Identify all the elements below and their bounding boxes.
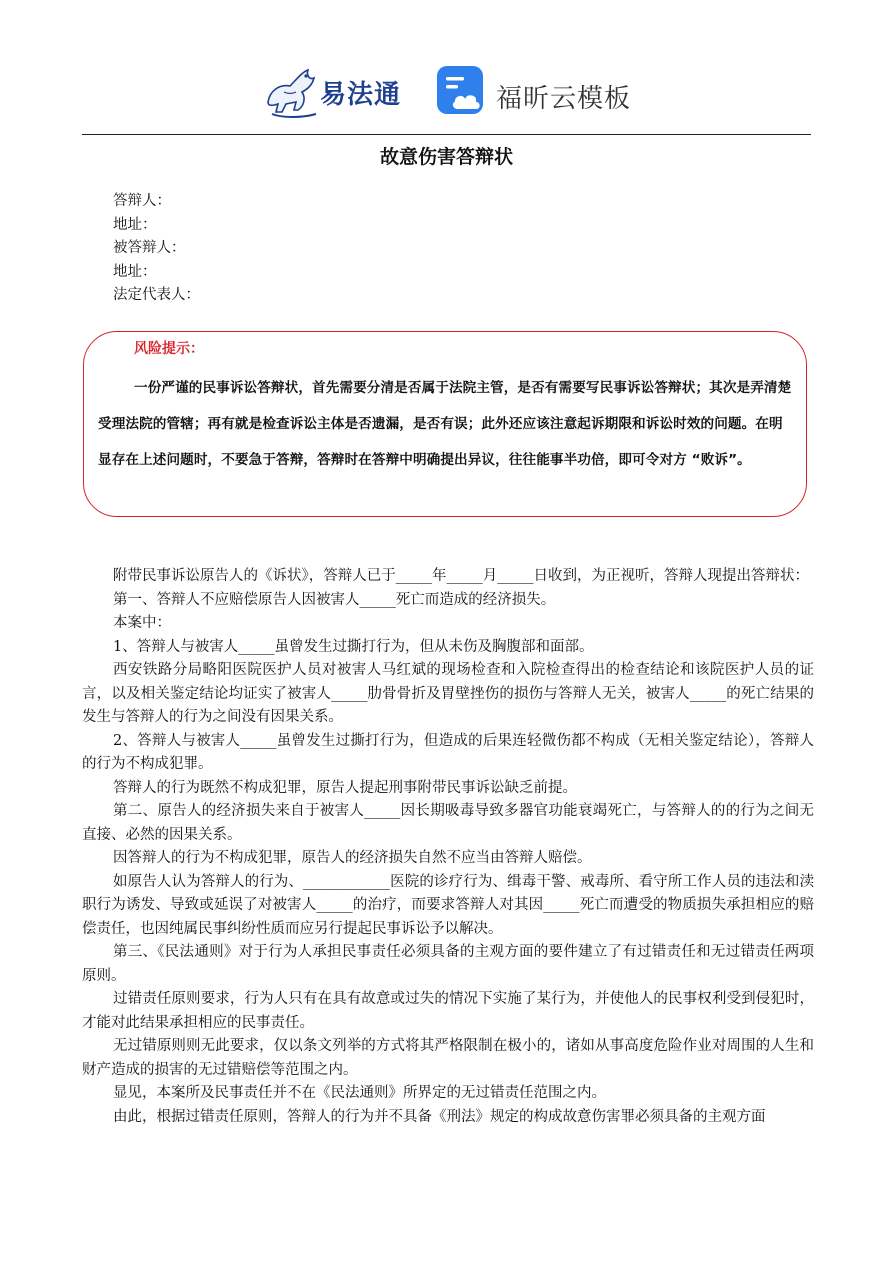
- body-paragraph: 答辩人的行为既然不构成犯罪，原告人提起刑事附带民事诉讼缺乏前提。: [113, 779, 577, 796]
- body-paragraph: 1、答辩人与被害人_____虽曾发生过撕打行为，但从未伤及胸腹部和面部。: [113, 638, 594, 655]
- risk-notice-text: 一份严谨的民事诉讼答辩状，首先需要分清是否属于法院主管，是否有需要写民事诉讼答辩状；其次是弄清楚受理法院的管辖；再有就是检查诉讼主体是否遗漏，是否有误；此外还应该注意起诉期限和诉讼时效的问题。在明显存在上述问题时，不要急于答辩，答辩时在答辩中明确提出异议，往往能事半功倍，即可令对方 “败诉”。: [98, 380, 792, 468]
- risk-notice-box: [83, 331, 807, 517]
- respondent-label: 答辩人：: [113, 193, 171, 209]
- body-paragraph: 第二、原告人的经济损失来自于被害人_____因长期吸毒导致多器官功能衰竭死亡，与答辩人的的行为之间无直接、必然的因果关系。: [82, 803, 814, 843]
- body-paragraph: 第一、答辩人不应赔偿原告人因被害人_____死亡而造成的经济损失。: [113, 591, 556, 608]
- document-body: [82, 565, 814, 1129]
- yifatong-logo: [262, 62, 412, 120]
- body-paragraph: 第三、《民法通则》对于行为人承担民事责任必须具备的主观方面的要件建立了有过错责任和无过错责任两项原则。: [82, 944, 814, 984]
- body-paragraph: 无过错原则则无此要求，仅以条文列举的方式将其严格限制在极小的，诸如从事高度危险作业对周围的人生和财产造成的损害的无过错赔偿等范围之内。: [82, 1038, 814, 1078]
- party-info-block: [113, 190, 200, 308]
- body-paragraph: 因答辩人的行为不构成犯罪，原告人的经济损失自然不应当由答辩人赔偿。: [113, 850, 592, 866]
- body-paragraph: 附带民事诉讼原告人的《诉状》，答辩人已于_____年_____月_____日收到，为正视听，答辩人现提出答辩状：: [113, 568, 809, 584]
- respondent-address-label: 地址：: [113, 216, 157, 233]
- plaintiff-label: 被答辩人：: [113, 240, 186, 256]
- plaintiff-address-label: 地址：: [113, 263, 157, 280]
- body-paragraph: 由此，根据过错责任原则，答辩人的行为并不具备《刑法》规定的构成故意伤害罪必须具备的主观方面: [113, 1108, 766, 1125]
- yifatong-logo-text: 易法通: [320, 80, 402, 110]
- foxit-cloud-template-logo: [436, 64, 636, 118]
- document-title: 故意伤害答辩状: [379, 146, 513, 168]
- body-paragraph: 西安铁路分局略阳医院医护人员对被害人马红斌的现场检查和入院检查得出的检查结论和该院医护人员的证言，以及相关鉴定结论均证实了被害人_____肋骨骨折及胃壁挫伤的损伤与答辩人无关，被害人_____的死亡结果的发生与答辩人的行为之间没有因果关系。: [82, 662, 814, 725]
- page-header: [0, 58, 893, 128]
- qilin-icon: [262, 62, 322, 120]
- body-paragraph: 2、答辩人与被害人_____虽曾发生过撕打行为，但造成的后果连轻微伤都不构成（无相关鉴定结论），答辩人的行为不构成犯罪。: [82, 732, 814, 772]
- body-paragraph: 显见，本案所及民事责任并不在《民法通则》所界定的无过错责任范围之内。: [113, 1085, 606, 1101]
- foxit-logo-text: 福昕云模板: [496, 84, 632, 114]
- risk-notice-title: 风险提示：: [134, 341, 204, 357]
- body-paragraph: 过错责任原则要求，行为人只有在具有故意或过失的情况下实施了某行为，并使他人的民事权利受到侵犯时，才能对此结果承担相应的民事责任。: [82, 991, 814, 1031]
- body-paragraph: 如原告人认为答辩人的行为、____________医院的诊疗行为、缉毒干警、戒毒所、看守所工作人员的违法和渎职行为诱发、导致或延误了对被害人_____的治疗，而要求答辩人对其因_____死亡而遭受的物质损失承担相应的赔偿责任，也因纯属民事纠纷性质而应另行提起民事诉讼予以解决。: [82, 873, 814, 937]
- foxit-cloud-icon: [436, 64, 488, 118]
- header-divider: [82, 134, 811, 135]
- legal-representative-label: 法定代表人：: [113, 287, 200, 303]
- body-paragraph: 本案中：: [113, 615, 171, 631]
